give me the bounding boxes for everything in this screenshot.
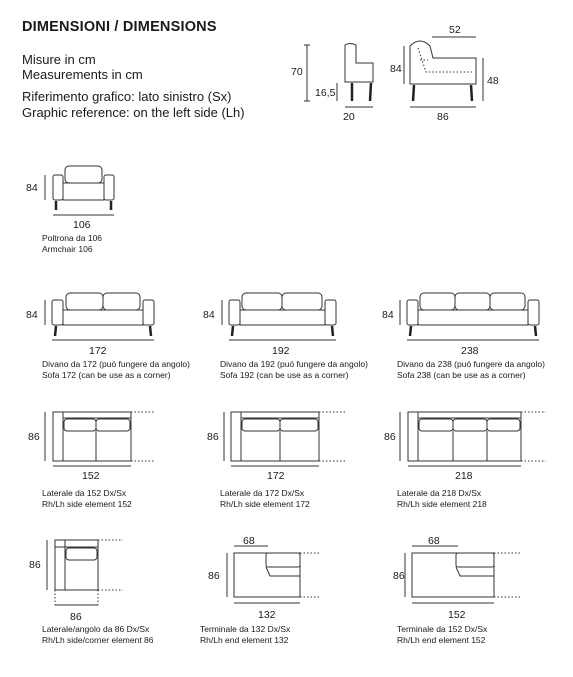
sofa-172-drawing — [26, 293, 154, 357]
dim-side-width: 20 — [343, 111, 355, 123]
caption-sofa-172: Divano da 172 (puó fungere da angolo) Sofa 172 (can be use as a corner) — [42, 359, 190, 380]
end-152-top: 68 — [428, 535, 440, 547]
end-132-top: 68 — [243, 535, 255, 547]
caption-armchair-106: Poltrona da 106 Armchair 106 — [42, 233, 103, 254]
side-element-152-drawing — [28, 412, 155, 482]
armchair-height: 84 — [26, 182, 38, 194]
caption-side-152: Laterale da 152 Dx/Sx Rh/Lh side element 152 — [42, 488, 132, 509]
caption-end-132: Terminale da 132 Dx/Sx Rh/Lh end element 132 — [200, 624, 291, 645]
side-218-width: 218 — [455, 470, 473, 482]
end-152-depth: 86 — [393, 570, 405, 582]
dim-front-height: 84 — [390, 63, 402, 75]
dim-arm-height: 48 — [487, 75, 499, 87]
caption-sofa-238: Divano da 238 (puó fungere da angolo) Sofa 238 (can be use as a corner) — [397, 359, 545, 380]
side-172-depth: 86 — [207, 431, 219, 443]
sofa-172-height: 84 — [26, 309, 38, 321]
caption-corner-86: Laterale/angolo da 86 Dx/Sx Rh/Lh side/corner element 86 — [42, 624, 154, 645]
sofa-238-height: 84 — [382, 309, 394, 321]
reference-line-en: Graphic reference: on the left side (Lh) — [22, 105, 245, 120]
corner-86-depth: 86 — [29, 559, 41, 571]
end-152-width: 152 — [448, 609, 466, 621]
caption-end-152: Terminale da 152 Dx/Sx Rh/Lh end element 152 — [397, 624, 488, 645]
corner-86-width: 86 — [70, 611, 82, 623]
dim-top-depth: 52 — [449, 24, 461, 36]
side-profile-drawing — [291, 44, 373, 124]
side-218-depth: 86 — [384, 431, 396, 443]
sofa-192-width: 192 — [272, 345, 290, 357]
sofa-238-width: 238 — [461, 345, 479, 357]
sofa-238-drawing — [382, 293, 539, 357]
dim-base-depth: 86 — [437, 111, 449, 123]
page-title: DIMENSIONI / DIMENSIONS — [22, 19, 217, 35]
armchair-width: 106 — [73, 219, 91, 231]
side-152-width: 152 — [82, 470, 100, 482]
reference-line-it: Riferimento grafico: lato sinistro (Sx) — [22, 89, 232, 104]
side-element-172-drawing — [207, 412, 345, 482]
end-element-152-drawing — [393, 535, 520, 621]
dim-height-total: 70 — [291, 66, 303, 78]
caption-side-172: Laterale da 172 Dx/Sx Rh/Lh side element 172 — [220, 488, 310, 509]
corner-element-86-drawing — [29, 540, 123, 623]
side-element-218-drawing — [384, 412, 546, 482]
side-152-depth: 86 — [28, 431, 40, 443]
caption-side-218: Laterale da 218 Dx/Sx Rh/Lh side element 218 — [397, 488, 487, 509]
end-132-depth: 86 — [208, 570, 220, 582]
sofa-172-width: 172 — [89, 345, 107, 357]
sofa-192-drawing — [203, 293, 336, 357]
end-element-132-drawing — [208, 535, 320, 621]
armchair-106-drawing — [26, 166, 114, 231]
units-line-en: Measurements in cm — [22, 67, 143, 82]
sofa-192-height: 84 — [203, 309, 215, 321]
dim-seat-height: 16,5 — [315, 87, 336, 99]
caption-sofa-192: Divano da 192 (puó fungere da angolo) Sofa 192 (can be use as a corner) — [220, 359, 368, 380]
units-line-it: Misure in cm — [22, 52, 96, 67]
side-172-width: 172 — [267, 470, 285, 482]
end-132-width: 132 — [258, 609, 276, 621]
front-profile-drawing — [390, 24, 499, 123]
